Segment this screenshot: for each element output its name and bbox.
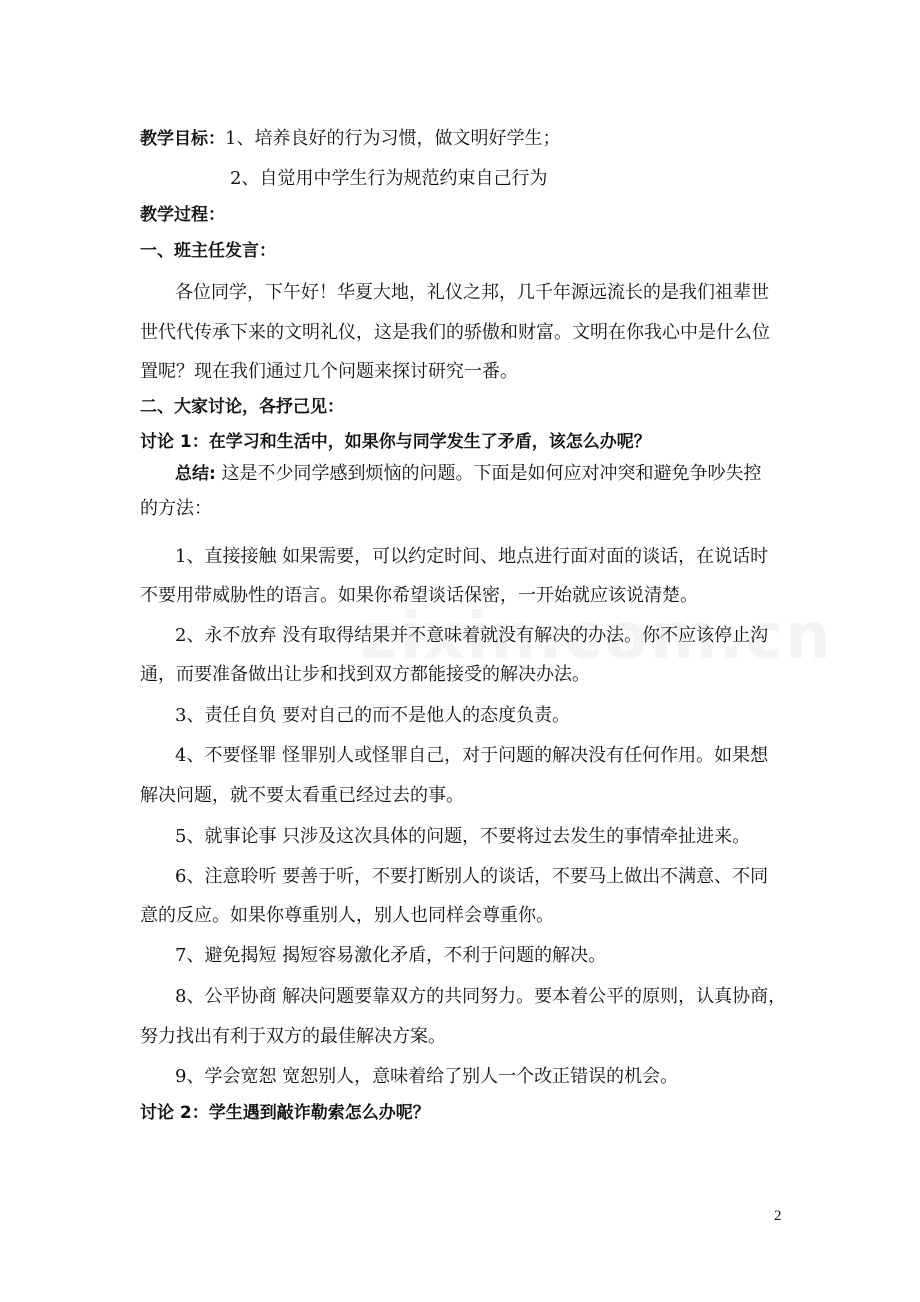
discussion-1-question: 讨论 1：在学习和生活中，如果你与同学发生了矛盾，该怎么办呢？ xyxy=(140,432,651,452)
method-8-line-1: 8、公平协商 解决问题要靠双方的共同努力。要本着公平的原则，认真协商， xyxy=(175,986,787,1007)
summary-label: 总结: xyxy=(175,464,216,484)
goal-item-1: 1、培养良好的行为习惯，做文明好学生； xyxy=(225,128,561,149)
method-7: 7、避免揭短 揭短容易激化矛盾，不利于问题的解决。 xyxy=(175,945,607,966)
method-5: 5、就事论事 只涉及这次具体的问题，不要将过去发生的事情牵扯进来。 xyxy=(175,826,751,847)
method-2-line-2: 通，而要准备做出让步和找到双方都能接受的解决办法。 xyxy=(140,664,590,685)
page-number: 2 xyxy=(774,1208,782,1224)
summary-line-1 xyxy=(175,462,762,486)
method-1-line-1: 1、直接接触 如果需要，可以约定时间、地点进行面对面的谈话，在说话时 xyxy=(175,546,769,567)
speech-line-1: 各位同学，下午好！华夏大地，礼仪之邦，几千年源远流长的是我们祖辈世 xyxy=(175,282,769,303)
speech-line-2: 世代代传承下来的文明礼仪，这是我们的骄傲和财富。文明在你我心中是什么位 xyxy=(140,322,770,343)
discussion-2-question: 讨论 2：学生遇到敲诈勒索怎么办呢？ xyxy=(140,1103,430,1123)
method-8-line-2: 努力找出有利于双方的最佳解决方案。 xyxy=(140,1026,446,1047)
method-9: 9、学会宽恕 宽恕别人，意味着给了别人一个改正错误的机会。 xyxy=(175,1066,679,1087)
method-3: 3、责任自负 要对自己的而不是他人的态度负责。 xyxy=(175,705,571,726)
teaching-goals-label: 教学目标： xyxy=(140,129,225,149)
method-6-line-1: 6、注意聆听 要善于听，不要打断别人的谈话，不要马上做出不满意、不同 xyxy=(175,866,769,887)
teaching-process-heading: 教学过程： xyxy=(140,205,225,225)
method-1-line-2: 不要用带威胁性的语言。如果你希望谈话保密，一开始就应该说清楚。 xyxy=(140,585,698,606)
speech-line-3: 置呢？现在我们通过几个问题来探讨研究一番。 xyxy=(140,361,518,382)
summary-line-2: 的方法： xyxy=(140,498,212,519)
method-6-line-2: 意的反应。如果你尊重别人，别人也同样会尊重你。 xyxy=(140,905,554,926)
goal-item-2: 2、自觉用中学生行为规范约束自己行为 xyxy=(230,168,548,189)
section-2-heading: 二、大家讨论，各抒己见： xyxy=(140,397,344,417)
method-4-line-2: 解决问题，就不要太看重已经过去的事。 xyxy=(140,785,464,806)
method-2-line-1: 2、永不放弃 没有取得结果并不意味着就没有解决的办法。你不应该停止沟 xyxy=(175,625,769,646)
teaching-goals-line xyxy=(140,127,560,151)
section-1-heading: 一、班主任发言： xyxy=(140,241,276,261)
method-4-line-1: 4、不要怪罪 怪罪别人或怪罪自己，对于问题的解决没有任何作用。如果想 xyxy=(175,745,769,766)
summary-text: 这是不少同学感到烦恼的问题。下面是如何应对冲突和避免争吵失控 xyxy=(215,463,762,484)
